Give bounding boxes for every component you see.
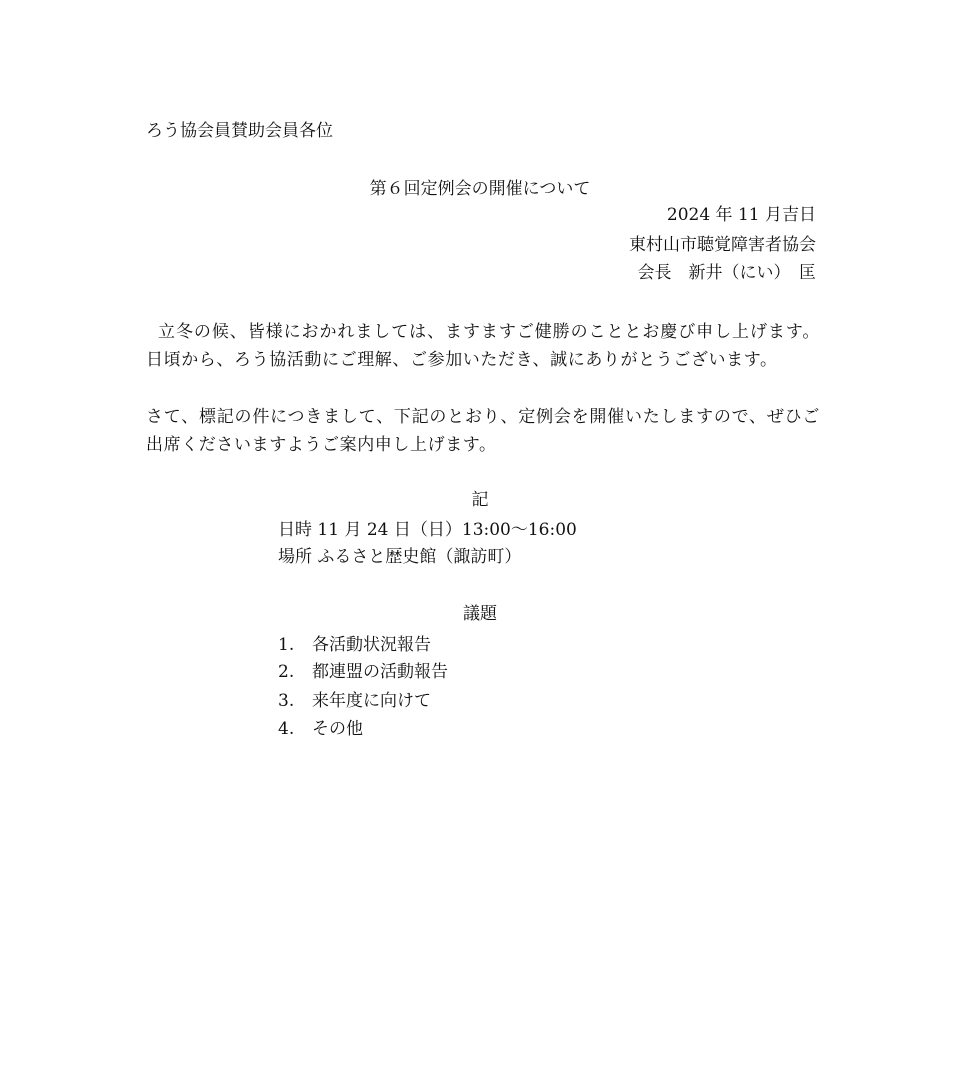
agenda-item [278,637,431,654]
agenda-item-text: 来年度に向けて [312,691,431,711]
agenda-item-number: 4. [278,719,295,739]
agenda-item-number: 3. [278,691,295,711]
addressee: ろう協会員賛助会員各位 [146,121,333,141]
greeting-paragraph: 立冬の候、皆様におかれましては、ますますご健勝のこととお慶び申し上げます。日頃から、ろう協活動にご理解、ご参加いただき、誠にありがとうございます。 [146,322,820,370]
agenda-item [278,721,363,738]
agenda-item-number: 2. [278,662,295,682]
sender-name: 会長 新井（にい） 匡 [637,263,816,283]
agenda-item-number: 1. [278,635,295,655]
invitation-paragraph: さて、標記の件につきまして、下記のとおり、定例会を開催いたしますので、ぜひご出席くださいますようご案内申し上げます。 [146,407,820,455]
organization-name: 東村山市聴覚障害者協会 [629,235,816,255]
meeting-datetime: 日時 11 月 24 日（日）13:00〜16:00 [278,520,577,540]
agenda-item [278,693,431,710]
agenda-item-text: その他 [312,719,363,739]
agenda-item-text: 各活動状況報告 [312,635,431,655]
agenda-heading: 議題 [463,604,497,624]
agenda-item-text: 都連盟の活動報告 [312,662,448,682]
issue-date: 2024 年 11 月吉日 [666,205,816,225]
meeting-place: 場所 ふるさと歴史館（諏訪町） [278,547,522,567]
ki-heading: 記 [471,490,489,510]
document-title: 第６回定例会の開催について [369,179,591,199]
agenda-item [278,664,448,681]
